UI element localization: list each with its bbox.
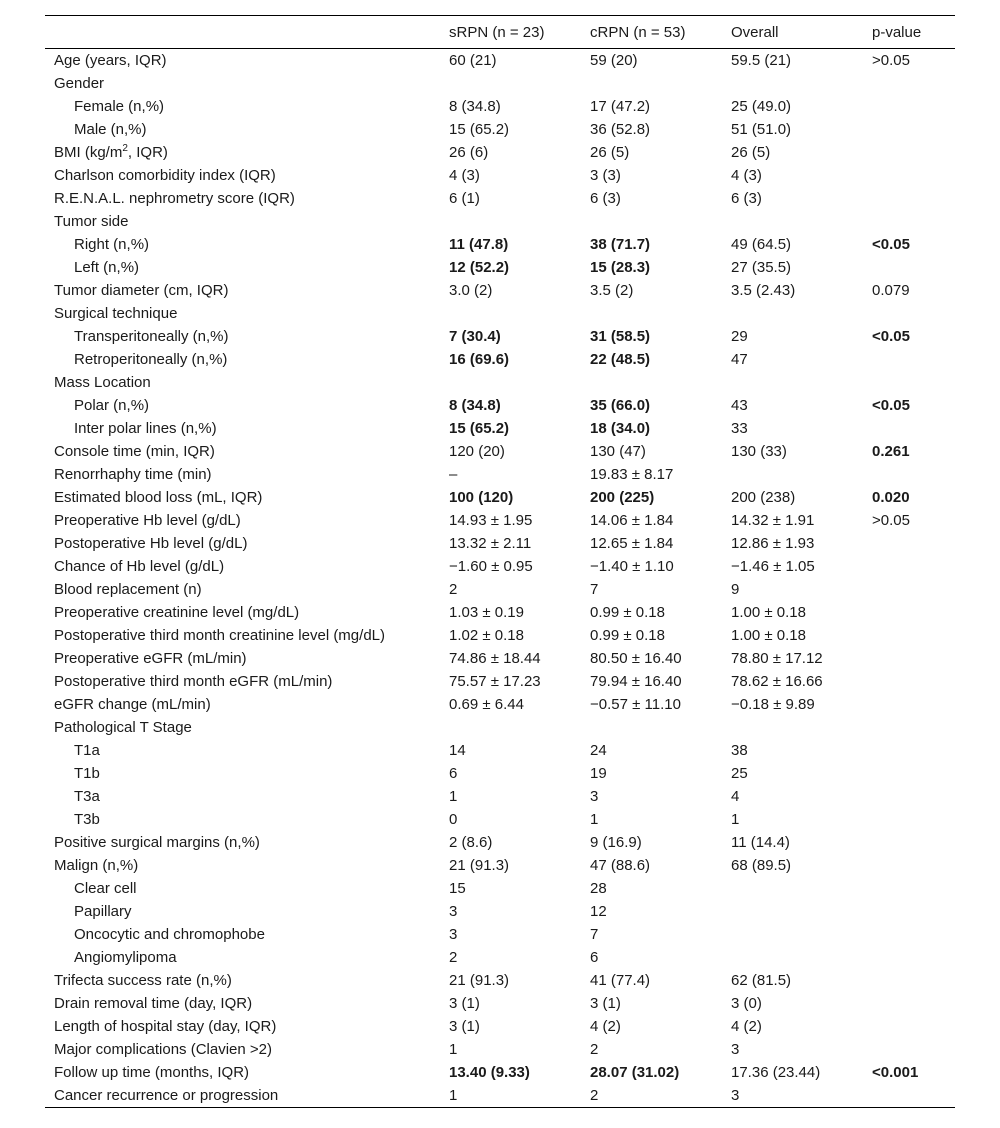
cell-overall: 68 (89.5) bbox=[731, 856, 792, 874]
table-row bbox=[45, 72, 955, 95]
cell-srpn: 1.02 ± 0.18 bbox=[449, 626, 524, 644]
row-label: Postoperative third month eGFR (mL/min) bbox=[54, 672, 333, 690]
table-row bbox=[45, 647, 955, 670]
cell-overall: 3 bbox=[731, 1040, 740, 1058]
table-row bbox=[45, 210, 955, 233]
header-overall: Overall bbox=[731, 16, 872, 49]
table-row bbox=[45, 716, 955, 739]
table-row bbox=[45, 739, 955, 762]
cell-crpn: 3 (1) bbox=[590, 994, 621, 1012]
cell-srpn: 8 (34.8) bbox=[449, 396, 501, 414]
cell-p-value bbox=[872, 578, 955, 601]
row-label: Positive surgical margins (n,%) bbox=[54, 833, 260, 851]
table-row bbox=[45, 325, 955, 348]
cell-overall bbox=[731, 302, 872, 325]
cell-srpn: 1 bbox=[449, 787, 458, 805]
row-label: Postoperative third month creatinine level (mg/dL) bbox=[54, 626, 385, 644]
cell-crpn: 3 bbox=[590, 787, 599, 805]
row-label: Postoperative Hb level (g/dL) bbox=[54, 534, 248, 552]
table-row bbox=[45, 900, 955, 923]
row-label: Trifecta success rate (n,%) bbox=[54, 971, 232, 989]
cell-srpn: 15 (65.2) bbox=[449, 120, 510, 138]
row-label: Female (n,%) bbox=[74, 97, 165, 115]
cell-p-value bbox=[872, 854, 955, 877]
table-row bbox=[45, 233, 955, 256]
row-label: eGFR change (mL/min) bbox=[54, 695, 211, 713]
cell-crpn: 38 (71.7) bbox=[590, 235, 651, 253]
cell-p-value bbox=[872, 946, 955, 969]
cell-srpn: 120 (20) bbox=[449, 442, 505, 460]
table-row bbox=[45, 95, 955, 118]
cell-crpn bbox=[590, 716, 731, 739]
row-label: Left (n,%) bbox=[74, 258, 140, 276]
cell-crpn: 31 (58.5) bbox=[590, 327, 651, 345]
cell-overall: 51 (51.0) bbox=[731, 120, 792, 138]
cell-overall: 3 (0) bbox=[731, 994, 762, 1012]
cell-overall bbox=[731, 463, 872, 486]
row-label: Transperitoneally (n,%) bbox=[74, 327, 229, 345]
cell-p-value bbox=[872, 141, 955, 164]
cell-srpn: 0.69 ± 6.44 bbox=[449, 695, 524, 713]
cell-crpn: 18 (34.0) bbox=[590, 419, 651, 437]
table-row bbox=[45, 670, 955, 693]
table-row bbox=[45, 118, 955, 141]
row-label: Clear cell bbox=[74, 879, 137, 897]
table-row bbox=[45, 141, 955, 164]
cell-overall: 47 bbox=[731, 350, 748, 368]
table-body bbox=[45, 49, 955, 1108]
table-row bbox=[45, 624, 955, 647]
cell-p-value: <0.001 bbox=[872, 1063, 919, 1081]
cell-overall: 4 (3) bbox=[731, 166, 762, 184]
table-row bbox=[45, 279, 955, 302]
cell-crpn: 28 bbox=[590, 879, 607, 897]
row-label-suffix: , IQR) bbox=[127, 143, 168, 161]
cell-overall: 4 bbox=[731, 787, 740, 805]
row-label: Male (n,%) bbox=[74, 120, 147, 138]
cell-crpn: 22 (48.5) bbox=[590, 350, 651, 368]
table-row bbox=[45, 371, 955, 394]
cell-srpn: 26 (6) bbox=[449, 143, 489, 161]
table-row bbox=[45, 693, 955, 716]
row-label: Mass Location bbox=[54, 373, 151, 391]
cell-overall: 14.32 ± 1.91 bbox=[731, 511, 815, 529]
cell-p-value: <0.05 bbox=[872, 235, 910, 253]
cell-crpn bbox=[590, 72, 731, 95]
row-label: T1b bbox=[74, 764, 100, 782]
cell-p-value bbox=[872, 1038, 955, 1061]
cell-overall: 17.36 (23.44) bbox=[731, 1063, 821, 1081]
row-label: Major complications (Clavien >2) bbox=[54, 1040, 272, 1058]
row-label: Drain removal time (day, IQR) bbox=[54, 994, 253, 1012]
cell-srpn: 2 bbox=[449, 580, 458, 598]
cell-crpn: 47 (88.6) bbox=[590, 856, 651, 874]
row-label: Malign (n,%) bbox=[54, 856, 139, 874]
cell-p-value bbox=[872, 693, 955, 716]
cell-crpn: 24 bbox=[590, 741, 607, 759]
row-label: Preoperative Hb level (g/dL) bbox=[54, 511, 241, 529]
cell-srpn: 3 (1) bbox=[449, 994, 480, 1012]
row-label: Oncocytic and chromophobe bbox=[74, 925, 265, 943]
table-row bbox=[45, 992, 955, 1015]
cell-srpn: 6 bbox=[449, 764, 458, 782]
table-row bbox=[45, 1015, 955, 1038]
table-row bbox=[45, 762, 955, 785]
table-row bbox=[45, 532, 955, 555]
cell-p-value bbox=[872, 762, 955, 785]
row-label: Right (n,%) bbox=[74, 235, 150, 253]
cell-p-value bbox=[872, 647, 955, 670]
row-label-text: BMI (kg/m bbox=[54, 143, 123, 161]
cell-overall: 49 (64.5) bbox=[731, 235, 792, 253]
cell-srpn: 1.03 ± 0.19 bbox=[449, 603, 524, 621]
results-table bbox=[45, 15, 955, 1108]
cell-srpn: 1 bbox=[449, 1040, 458, 1058]
cell-srpn: 13.32 ± 2.11 bbox=[449, 534, 532, 552]
cell-srpn: 12 (52.2) bbox=[449, 258, 510, 276]
cell-crpn: −1.40 ± 1.10 bbox=[590, 557, 674, 575]
table-row bbox=[45, 854, 955, 877]
table-row bbox=[45, 1038, 955, 1061]
cell-p-value: 0.020 bbox=[872, 488, 910, 506]
cell-crpn: 4 (2) bbox=[590, 1017, 621, 1035]
cell-crpn bbox=[590, 371, 731, 394]
table-row bbox=[45, 394, 955, 417]
cell-overall: −1.46 ± 1.05 bbox=[731, 557, 815, 575]
cell-crpn: 15 (28.3) bbox=[590, 258, 651, 276]
row-label: Preoperative eGFR (mL/min) bbox=[54, 649, 247, 667]
cell-srpn: 14.93 ± 1.95 bbox=[449, 511, 533, 529]
cell-p-value bbox=[872, 118, 955, 141]
cell-crpn: 12 bbox=[590, 902, 607, 920]
cell-p-value bbox=[872, 808, 955, 831]
header-p-value: p-value bbox=[872, 16, 955, 49]
row-label: Estimated blood loss (mL, IQR) bbox=[54, 488, 263, 506]
cell-crpn: 17 (47.2) bbox=[590, 97, 651, 115]
cell-crpn: 59 (20) bbox=[590, 51, 638, 69]
cell-p-value bbox=[872, 716, 955, 739]
cell-srpn: – bbox=[449, 465, 458, 483]
cell-overall: 3 bbox=[731, 1084, 872, 1108]
cell-p-value bbox=[872, 210, 955, 233]
table-row bbox=[45, 417, 955, 440]
row-label-superscript: 2 bbox=[122, 142, 128, 154]
table-row bbox=[45, 1061, 955, 1084]
row-label: Polar (n,%) bbox=[74, 396, 150, 414]
cell-p-value bbox=[872, 95, 955, 118]
row-label: T1a bbox=[74, 741, 100, 759]
cell-p-value bbox=[872, 1084, 955, 1108]
cell-p-value: 0.261 bbox=[872, 442, 910, 460]
cell-overall: 27 (35.5) bbox=[731, 258, 792, 276]
cell-crpn: 0.99 ± 0.18 bbox=[590, 626, 665, 644]
table-row bbox=[45, 49, 955, 72]
cell-p-value bbox=[872, 624, 955, 647]
cell-crpn: 6 (3) bbox=[590, 189, 621, 207]
cell-overall: 59.5 (21) bbox=[731, 51, 792, 69]
table-row bbox=[45, 256, 955, 279]
cell-srpn: 21 (91.3) bbox=[449, 856, 510, 874]
cell-overall bbox=[731, 877, 872, 900]
cell-p-value bbox=[872, 463, 955, 486]
cell-overall: 25 bbox=[731, 764, 748, 782]
cell-p-value bbox=[872, 923, 955, 946]
row-label: Gender bbox=[54, 74, 105, 92]
table-row bbox=[45, 509, 955, 532]
cell-overall: 6 (3) bbox=[731, 189, 762, 207]
cell-srpn: −1.60 ± 0.95 bbox=[449, 557, 533, 575]
cell-overall: 130 (33) bbox=[731, 442, 787, 460]
cell-srpn: 8 (34.8) bbox=[449, 97, 501, 115]
cell-p-value bbox=[872, 877, 955, 900]
cell-p-value bbox=[872, 785, 955, 808]
cell-p-value bbox=[872, 670, 955, 693]
table-row bbox=[45, 555, 955, 578]
cell-p-value bbox=[872, 900, 955, 923]
cell-srpn: 75.57 ± 17.23 bbox=[449, 672, 541, 690]
table-row bbox=[45, 877, 955, 900]
row-label: Charlson comorbidity index (IQR) bbox=[54, 166, 276, 184]
cell-crpn: 80.50 ± 16.40 bbox=[590, 649, 682, 667]
cell-overall: 1.00 ± 0.18 bbox=[731, 603, 806, 621]
cell-crpn: 36 (52.8) bbox=[590, 120, 651, 138]
table-row bbox=[45, 463, 955, 486]
cell-p-value bbox=[872, 992, 955, 1015]
table-row bbox=[45, 831, 955, 854]
row-label: Pathological T Stage bbox=[54, 718, 192, 736]
row-label: Tumor diameter (cm, IQR) bbox=[54, 281, 229, 299]
cell-p-value bbox=[872, 969, 955, 992]
header-crpn: cRPN (n = 53) bbox=[590, 16, 731, 49]
row-label: Chance of Hb level (g/dL) bbox=[54, 557, 225, 575]
row-label: Cancer recurrence or progression bbox=[45, 1084, 449, 1108]
cell-crpn: 12.65 ± 1.84 bbox=[590, 534, 674, 552]
cell-p-value bbox=[872, 164, 955, 187]
cell-p-value: <0.05 bbox=[872, 396, 910, 414]
table-row bbox=[45, 486, 955, 509]
header-srpn: sRPN (n = 23) bbox=[449, 16, 590, 49]
cell-overall: 26 (5) bbox=[731, 143, 771, 161]
cell-srpn: 15 bbox=[449, 879, 466, 897]
table-row bbox=[45, 946, 955, 969]
cell-srpn: 1 bbox=[449, 1084, 590, 1108]
cell-overall: 29 bbox=[731, 327, 748, 345]
row-label: Age (years, IQR) bbox=[54, 51, 167, 69]
header-variable bbox=[45, 16, 449, 49]
cell-srpn bbox=[449, 210, 590, 233]
cell-srpn: 74.86 ± 18.44 bbox=[449, 649, 541, 667]
cell-overall: −0.18 ± 9.89 bbox=[731, 695, 815, 713]
cell-overall bbox=[731, 72, 872, 95]
cell-p-value bbox=[872, 187, 955, 210]
cell-overall bbox=[731, 210, 872, 233]
cell-p-value: 0.079 bbox=[872, 281, 910, 299]
table-row bbox=[45, 785, 955, 808]
cell-p-value bbox=[872, 739, 955, 762]
cell-crpn: 0.99 ± 0.18 bbox=[590, 603, 665, 621]
cell-srpn: 0 bbox=[449, 810, 458, 828]
cell-crpn: 2 bbox=[590, 1040, 599, 1058]
cell-crpn: 9 (16.9) bbox=[590, 833, 642, 851]
cell-srpn bbox=[449, 716, 590, 739]
cell-overall: 12.86 ± 1.93 bbox=[731, 534, 815, 552]
row-label: Angiomylipoma bbox=[74, 948, 177, 966]
cell-overall: 11 (14.4) bbox=[731, 833, 790, 851]
table-row bbox=[45, 808, 955, 831]
cell-srpn: 3 bbox=[449, 925, 458, 943]
header-row bbox=[45, 16, 955, 49]
cell-srpn: 21 (91.3) bbox=[449, 971, 510, 989]
cell-srpn bbox=[449, 72, 590, 95]
cell-p-value bbox=[872, 302, 955, 325]
cell-p-value bbox=[872, 1015, 955, 1038]
table-row bbox=[45, 578, 955, 601]
cell-srpn: 60 (21) bbox=[449, 51, 497, 69]
cell-crpn bbox=[590, 302, 731, 325]
cell-overall bbox=[731, 371, 872, 394]
cell-overall: 33 bbox=[731, 419, 748, 437]
row-label: Surgical technique bbox=[54, 304, 178, 322]
row-label: T3b bbox=[74, 810, 100, 828]
cell-p-value bbox=[872, 532, 955, 555]
cell-overall: 4 (2) bbox=[731, 1017, 762, 1035]
cell-crpn: 200 (225) bbox=[590, 488, 655, 506]
row-label bbox=[45, 141, 449, 164]
cell-crpn: 130 (47) bbox=[590, 442, 646, 460]
cell-overall bbox=[731, 923, 872, 946]
row-label: Follow up time (months, IQR) bbox=[54, 1063, 250, 1081]
cell-srpn: 2 (8.6) bbox=[449, 833, 493, 851]
cell-p-value bbox=[872, 371, 955, 394]
cell-crpn: 41 (77.4) bbox=[590, 971, 651, 989]
row-label: Preoperative creatinine level (mg/dL) bbox=[54, 603, 300, 621]
cell-crpn: 28.07 (31.02) bbox=[590, 1063, 680, 1081]
row-label: Console time (min, IQR) bbox=[54, 442, 215, 460]
cell-srpn: 4 (3) bbox=[449, 166, 480, 184]
cell-overall: 43 bbox=[731, 396, 748, 414]
row-label: Tumor side bbox=[54, 212, 129, 230]
row-label: Length of hospital stay (day, IQR) bbox=[54, 1017, 277, 1035]
cell-crpn bbox=[590, 210, 731, 233]
cell-srpn: 3 bbox=[449, 902, 458, 920]
table-row bbox=[45, 601, 955, 624]
cell-crpn: 14.06 ± 1.84 bbox=[590, 511, 674, 529]
cell-overall: 1 bbox=[731, 810, 740, 828]
table-row bbox=[45, 440, 955, 463]
cell-overall: 1.00 ± 0.18 bbox=[731, 626, 806, 644]
cell-crpn: 6 bbox=[590, 948, 599, 966]
row-label: R.E.N.A.L. nephrometry score (IQR) bbox=[54, 189, 295, 207]
cell-p-value: >0.05 bbox=[872, 51, 910, 69]
row-label: Inter polar lines (n,%) bbox=[74, 419, 217, 437]
row-label: Blood replacement (n) bbox=[54, 580, 202, 598]
table-row bbox=[45, 164, 955, 187]
cell-crpn: 1 bbox=[590, 810, 599, 828]
cell-srpn: 15 (65.2) bbox=[449, 419, 510, 437]
cell-srpn bbox=[449, 302, 590, 325]
cell-crpn: −0.57 ± 11.10 bbox=[590, 695, 681, 713]
cell-overall: 25 (49.0) bbox=[731, 97, 792, 115]
table-row bbox=[45, 348, 955, 371]
results-table-container bbox=[45, 15, 955, 1108]
cell-srpn: 16 (69.6) bbox=[449, 350, 510, 368]
cell-crpn: 3.5 (2) bbox=[590, 281, 634, 299]
cell-p-value: <0.05 bbox=[872, 327, 910, 345]
cell-p-value bbox=[872, 555, 955, 578]
table-header bbox=[45, 16, 955, 49]
cell-crpn: 2 bbox=[590, 1084, 731, 1108]
cell-crpn: 19.83 ± 8.17 bbox=[590, 465, 674, 483]
cell-srpn: 14 bbox=[449, 741, 466, 759]
cell-srpn: 2 bbox=[449, 948, 458, 966]
cell-p-value: >0.05 bbox=[872, 511, 910, 529]
table-row bbox=[45, 969, 955, 992]
row-label: Papillary bbox=[74, 902, 132, 920]
cell-srpn: 11 (47.8) bbox=[449, 235, 509, 253]
cell-srpn: 6 (1) bbox=[449, 189, 480, 207]
row-label: Retroperitoneally (n,%) bbox=[74, 350, 228, 368]
cell-overall bbox=[731, 900, 872, 923]
cell-p-value bbox=[872, 72, 955, 95]
table-row bbox=[45, 923, 955, 946]
cell-overall: 62 (81.5) bbox=[731, 971, 792, 989]
table-row bbox=[45, 302, 955, 325]
cell-overall: 3.5 (2.43) bbox=[731, 281, 796, 299]
cell-crpn: 79.94 ± 16.40 bbox=[590, 672, 682, 690]
cell-overall bbox=[731, 716, 872, 739]
cell-overall: 38 bbox=[731, 741, 748, 759]
cell-overall: 78.62 ± 16.66 bbox=[731, 672, 823, 690]
row-label: Renorrhaphy time (min) bbox=[54, 465, 212, 483]
cell-p-value bbox=[872, 831, 955, 854]
cell-srpn: 100 (120) bbox=[449, 488, 514, 506]
cell-srpn: 7 (30.4) bbox=[449, 327, 501, 345]
cell-crpn: 3 (3) bbox=[590, 166, 621, 184]
cell-crpn: 19 bbox=[590, 764, 607, 782]
cell-crpn: 7 bbox=[590, 580, 599, 598]
table-row bbox=[45, 187, 955, 210]
cell-overall: 9 bbox=[731, 580, 740, 598]
cell-srpn: 13.40 (9.33) bbox=[449, 1063, 530, 1081]
cell-p-value bbox=[872, 417, 955, 440]
row-label: T3a bbox=[74, 787, 100, 805]
cell-srpn bbox=[449, 371, 590, 394]
cell-srpn: 3 (1) bbox=[449, 1017, 480, 1035]
cell-overall: 200 (238) bbox=[731, 488, 796, 506]
cell-overall: 78.80 ± 17.12 bbox=[731, 649, 823, 667]
cell-p-value bbox=[872, 256, 955, 279]
cell-p-value bbox=[872, 348, 955, 371]
cell-crpn: 26 (5) bbox=[590, 143, 630, 161]
cell-srpn: 3.0 (2) bbox=[449, 281, 493, 299]
cell-p-value bbox=[872, 601, 955, 624]
cell-crpn: 35 (66.0) bbox=[590, 396, 651, 414]
table-row bbox=[45, 1084, 955, 1108]
cell-crpn: 7 bbox=[590, 925, 599, 943]
cell-overall bbox=[731, 946, 872, 969]
